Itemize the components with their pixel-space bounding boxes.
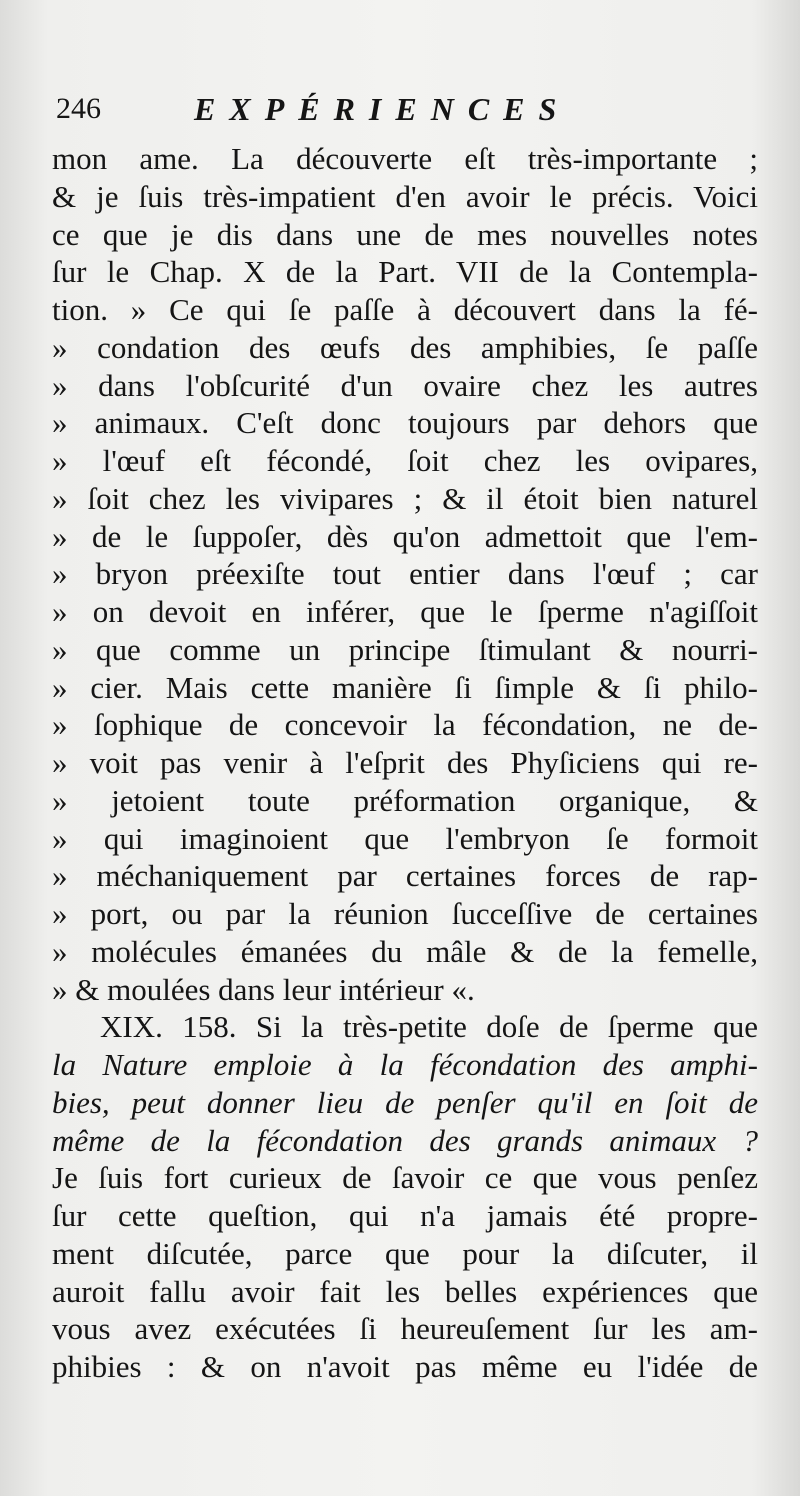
text-line: bies, peut donner lieu de penſer qu'il en ſoit de [52, 1084, 758, 1120]
text-line: » port, ou par la réunion ſucceſſive de certaines [52, 896, 758, 931]
text-line: vous avez exécutées ſi heureuſement ſur les am- [52, 1311, 758, 1347]
text-line: » cier. Mais cette manière ſi ſimple & ſi philo- [52, 669, 758, 705]
page-header [56, 82, 756, 136]
text-line: » bryon préexiſte tout entier dans l'œuf ; car [52, 556, 758, 592]
text-line: & je ſuis très-impatient d'en avoir le précis. Voici [52, 178, 758, 214]
text-line: auroit fallu avoir fait les belles expériences que [52, 1273, 758, 1309]
text-line: tion. » Ce qui ſe paſſe à découvert dans la fé- [52, 292, 758, 327]
text-line: » condation des œufs des amphibies, ſe paſſe [52, 329, 758, 365]
text-line: » molécules émanées du mâle & de la femelle, [52, 933, 758, 969]
text-line: » que comme un principe ſtimulant & nourri- [52, 631, 758, 667]
page-number: 246 [56, 92, 101, 125]
text-line: ce que je dis dans une de mes nouvelles notes [52, 216, 758, 252]
text-line: ſur le Chap. X de la Part. VII de la Contempla- [52, 254, 758, 290]
text-line: même de la fécondation des grands animaux ? [52, 1122, 758, 1158]
text-line: » de le ſuppoſer, dès qu'on admettoit que l'em- [52, 518, 758, 554]
running-head: EXPÉRIENCES [194, 91, 571, 127]
text-line: la Nature emploie à la fécondation des amphi- [52, 1047, 758, 1082]
text-line: » & moulées dans leur intérieur «. [52, 971, 475, 1007]
text-line: » l'œuf eſt fécondé, ſoit chez les ovipares, [52, 443, 758, 478]
body-text [52, 140, 758, 1386]
text-line: phibies : & on n'avoit pas même eu l'idée de [52, 1349, 758, 1384]
text-line: » dans l'obſcurité d'un ovaire chez les autres [52, 367, 758, 403]
text-line: » animaux. C'eſt donc toujours par dehors que [52, 405, 758, 441]
text-line: » on devoit en inférer, que le ſperme n'agiſſoit [52, 594, 758, 629]
text-line: » ſophique de concevoir la fécondation, ne de- [52, 707, 758, 743]
text-line: ſur cette queſtion, qui n'a jamais été propre- [52, 1198, 758, 1233]
section-heading-line: XIX. 158. Si la très-petite doſe de ſperme que [100, 1009, 758, 1045]
text-line: » qui imaginoient que l'embryon ſe formoit [52, 820, 758, 856]
text-line: Je ſuis fort curieux de ſavoir ce que vous penſez [52, 1160, 758, 1196]
text-line: » jetoient toute préformation organique, & [52, 782, 758, 818]
text-line: » méchaniquement par certaines forces de rap- [52, 858, 758, 894]
text-line: » ſoit chez les vivipares ; & il étoit bien naturel [52, 480, 758, 516]
text-line: mon ame. La découverte eſt très-importante ; [52, 141, 758, 176]
text-line: ment diſcutée, parce que pour la diſcuter, il [52, 1235, 758, 1271]
text-line: » voit pas venir à l'eſprit des Phyſiciens qui re- [52, 745, 758, 780]
